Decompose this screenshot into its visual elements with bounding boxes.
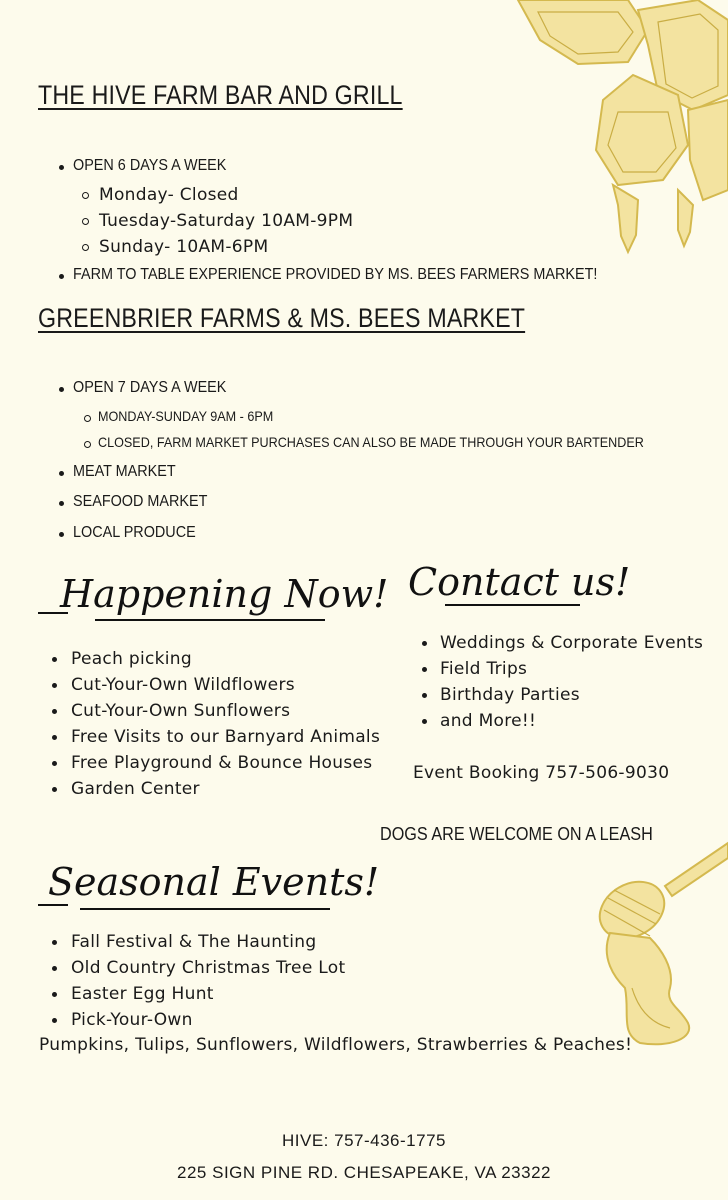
pick-your-own-list: Pumpkins, Tulips, Sunflowers, Wildflowers, Strawberries & Peaches! bbox=[39, 1035, 633, 1055]
contact-item: Field Trips bbox=[440, 659, 528, 679]
happening-underline bbox=[95, 619, 325, 621]
bullet bbox=[422, 641, 427, 646]
bullet bbox=[422, 667, 427, 672]
bullet bbox=[59, 532, 64, 537]
bullet bbox=[59, 387, 64, 392]
footer-hive-phone: HIVE: 757-436-1775 bbox=[282, 1131, 446, 1150]
happening-item: Cut-Your-Own Wildflowers bbox=[71, 675, 295, 695]
bullet bbox=[52, 1018, 57, 1023]
hive-hours-sunday: Sunday- 10AM-6PM bbox=[99, 237, 269, 257]
bullet bbox=[52, 683, 57, 688]
happening-item: Free Playground & Bounce Houses bbox=[71, 753, 373, 773]
contact-item: Birthday Parties bbox=[440, 685, 580, 705]
bullet bbox=[52, 657, 57, 662]
contact-item: and More!! bbox=[440, 711, 537, 731]
hive-hours-monday: Monday- Closed bbox=[99, 185, 239, 205]
seasonal-item: Easter Egg Hunt bbox=[71, 984, 214, 1004]
happening-item: Garden Center bbox=[71, 779, 200, 799]
sub-bullet bbox=[84, 441, 91, 448]
bullet bbox=[52, 735, 57, 740]
hive-farm-to-table: FARM TO TABLE EXPERIENCE PROVIDED BY MS. BEES FARMERS MARKET! bbox=[73, 266, 598, 283]
market-meat: MEAT MARKET bbox=[73, 463, 176, 480]
seasonal-item: Pick-Your-Own bbox=[71, 1010, 193, 1030]
greenbrier-open-days: OPEN 7 DAYS A WEEK bbox=[73, 379, 227, 396]
contact-underline bbox=[445, 604, 580, 606]
dogs-welcome-note: DOGS ARE WELCOME ON A LEASH bbox=[380, 824, 653, 844]
footer-address: 225 SIGN PINE RD. CHESAPEAKE, VA 23322 bbox=[177, 1163, 551, 1182]
seasonal-underline bbox=[80, 908, 330, 910]
contact-title: Contact us! bbox=[408, 560, 631, 604]
sub-bullet bbox=[82, 244, 89, 251]
happening-item: Cut-Your-Own Sunflowers bbox=[71, 701, 291, 721]
contact-item: Weddings & Corporate Events bbox=[440, 633, 704, 653]
event-booking-phone: Event Booking 757-506-9030 bbox=[413, 763, 670, 783]
seasonal-underline-left bbox=[38, 904, 68, 906]
bullet bbox=[59, 471, 64, 476]
bullet bbox=[59, 165, 64, 170]
sub-bullet bbox=[82, 218, 89, 225]
bullet bbox=[422, 693, 427, 698]
sub-bullet bbox=[84, 415, 91, 422]
honey-dipper-illustration bbox=[570, 838, 728, 1050]
seasonal-item: Old Country Christmas Tree Lot bbox=[71, 958, 346, 978]
bullet bbox=[52, 992, 57, 997]
bullet bbox=[52, 966, 57, 971]
hive-open-days: OPEN 6 DAYS A WEEK bbox=[73, 157, 227, 174]
seasonal-item: Fall Festival & The Haunting bbox=[71, 932, 317, 952]
bullet bbox=[422, 719, 427, 724]
bullet bbox=[52, 787, 57, 792]
hive-hours-tue-sat: Tuesday-Saturday 10AM-9PM bbox=[99, 211, 354, 231]
market-produce: LOCAL PRODUCE bbox=[73, 524, 196, 541]
seasonal-events-title: Seasonal Events! bbox=[48, 860, 380, 904]
honeycomb-illustration bbox=[478, 0, 728, 262]
bullet bbox=[59, 274, 64, 279]
hive-title: THE HIVE FARM BAR AND GRILL bbox=[38, 80, 403, 110]
bullet bbox=[59, 501, 64, 506]
sub-bullet bbox=[82, 192, 89, 199]
bullet bbox=[52, 940, 57, 945]
bullet bbox=[52, 761, 57, 766]
greenbrier-closed-note: CLOSED, FARM MARKET PURCHASES CAN ALSO BE MADE THROUGH YOUR BARTENDER bbox=[98, 434, 644, 450]
greenbrier-title: GREENBRIER FARMS & MS. BEES MARKET bbox=[38, 303, 526, 333]
bullet bbox=[52, 709, 57, 714]
happening-item: Free Visits to our Barnyard Animals bbox=[71, 727, 381, 747]
happening-item: Peach picking bbox=[71, 649, 192, 669]
happening-now-title: Happening Now! bbox=[60, 572, 389, 616]
greenbrier-hours: MONDAY-SUNDAY 9AM - 6PM bbox=[98, 408, 274, 424]
market-seafood: SEAFOOD MARKET bbox=[73, 493, 208, 510]
